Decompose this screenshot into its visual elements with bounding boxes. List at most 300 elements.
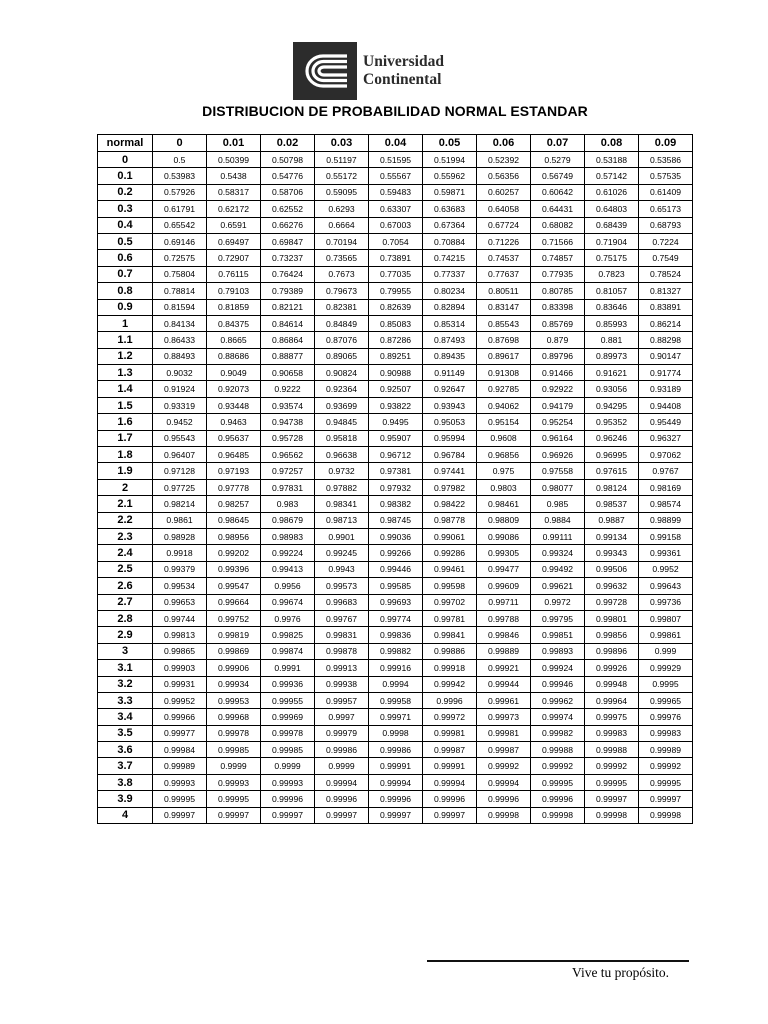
probability-cell: 0.9991	[261, 660, 315, 676]
footer-divider	[427, 960, 689, 962]
probability-cell: 0.61026	[585, 184, 639, 200]
probability-cell: 0.99134	[585, 528, 639, 544]
probability-cell: 0.99994	[315, 774, 369, 790]
probability-cell: 0.74215	[423, 250, 477, 266]
probability-cell: 0.55172	[315, 168, 369, 184]
probability-cell: 0.94295	[585, 397, 639, 413]
probability-cell: 0.99986	[315, 742, 369, 758]
probability-cell: 0.95254	[531, 414, 585, 430]
probability-cell: 0.9999	[315, 758, 369, 774]
probability-cell: 0.79389	[261, 283, 315, 299]
probability-cell: 0.9994	[369, 676, 423, 692]
probability-cell: 0.99343	[585, 545, 639, 561]
probability-cell: 0.99996	[423, 791, 477, 807]
probability-cell: 0.67724	[477, 217, 531, 233]
probability-cell: 0.99981	[477, 725, 531, 741]
z-value-cell: 0.5	[98, 233, 153, 249]
probability-cell: 0.64803	[585, 201, 639, 217]
probability-cell: 0.91621	[585, 365, 639, 381]
logo-line-1: Universidad	[363, 53, 444, 70]
probability-cell: 0.95907	[369, 430, 423, 446]
probability-cell: 0.68793	[639, 217, 693, 233]
probability-cell: 0.83646	[585, 299, 639, 315]
probability-cell: 0.99926	[585, 660, 639, 676]
probability-cell: 0.99305	[477, 545, 531, 561]
probability-cell: 0.88686	[207, 348, 261, 364]
probability-cell: 0.99882	[369, 643, 423, 659]
normal-distribution-table	[97, 134, 693, 824]
probability-cell: 0.99994	[477, 774, 531, 790]
probability-cell: 0.99985	[261, 742, 315, 758]
probability-cell: 0.57142	[585, 168, 639, 184]
probability-cell: 0.99683	[315, 594, 369, 610]
header-cell: 0.03	[315, 135, 369, 152]
probability-cell: 0.91774	[639, 365, 693, 381]
probability-cell: 0.98461	[477, 496, 531, 512]
z-value-cell: 0.9	[98, 299, 153, 315]
probability-cell: 0.51197	[315, 152, 369, 168]
probability-cell: 0.99286	[423, 545, 477, 561]
probability-cell: 0.99702	[423, 594, 477, 610]
z-value-cell: 1	[98, 315, 153, 331]
probability-cell: 0.98574	[639, 496, 693, 512]
probability-cell: 0.97441	[423, 463, 477, 479]
probability-cell: 0.99781	[423, 610, 477, 626]
z-value-cell: 0.2	[98, 184, 153, 200]
probability-cell: 0.86433	[153, 332, 207, 348]
probability-cell: 0.99202	[207, 545, 261, 561]
z-value-cell: 2.6	[98, 578, 153, 594]
probability-cell: 0.99929	[639, 660, 693, 676]
probability-cell: 0.97778	[207, 479, 261, 495]
probability-cell: 0.99934	[207, 676, 261, 692]
probability-cell: 0.99988	[585, 742, 639, 758]
probability-cell: 0.95818	[315, 430, 369, 446]
probability-cell: 0.98679	[261, 512, 315, 528]
probability-cell: 0.99266	[369, 545, 423, 561]
probability-cell: 0.99992	[531, 758, 585, 774]
table-row	[98, 512, 693, 528]
probability-cell: 0.74537	[477, 250, 531, 266]
header-cell: 0.04	[369, 135, 423, 152]
probability-cell: 0.67003	[369, 217, 423, 233]
probability-cell: 0.96562	[261, 447, 315, 463]
probability-cell: 0.60642	[531, 184, 585, 200]
probability-cell: 0.7673	[315, 266, 369, 282]
probability-cell: 0.99874	[261, 643, 315, 659]
probability-cell: 0.81859	[207, 299, 261, 315]
probability-cell: 0.70194	[315, 233, 369, 249]
probability-cell: 0.9996	[423, 692, 477, 708]
probability-cell: 0.75175	[585, 250, 639, 266]
table-row	[98, 725, 693, 741]
probability-cell: 0.82121	[261, 299, 315, 315]
probability-cell: 0.99986	[369, 742, 423, 758]
probability-cell: 0.97982	[423, 479, 477, 495]
logo-line-2: Continental	[363, 71, 442, 88]
probability-cell: 0.99361	[639, 545, 693, 561]
probability-cell: 0.97558	[531, 463, 585, 479]
probability-cell: 0.95053	[423, 414, 477, 430]
probability-cell: 0.99993	[261, 774, 315, 790]
probability-cell: 0.98928	[153, 528, 207, 544]
probability-cell: 0.99978	[207, 725, 261, 741]
probability-cell: 0.93056	[585, 381, 639, 397]
probability-cell: 0.98713	[315, 512, 369, 528]
probability-cell: 0.99903	[153, 660, 207, 676]
probability-cell: 0.90988	[369, 365, 423, 381]
probability-cell: 0.58317	[207, 184, 261, 200]
z-value-cell: 3.9	[98, 791, 153, 807]
probability-cell: 0.99993	[207, 774, 261, 790]
probability-cell: 0.77337	[423, 266, 477, 282]
probability-cell: 0.9861	[153, 512, 207, 528]
probability-cell: 0.65542	[153, 217, 207, 233]
probability-cell: 0.96784	[423, 447, 477, 463]
probability-cell: 0.94845	[315, 414, 369, 430]
probability-cell: 0.99988	[531, 742, 585, 758]
table-row	[98, 365, 693, 381]
probability-cell: 0.92364	[315, 381, 369, 397]
probability-cell: 0.99846	[477, 627, 531, 643]
probability-cell: 0.99974	[531, 709, 585, 725]
probability-cell: 0.99693	[369, 594, 423, 610]
probability-cell: 0.74857	[531, 250, 585, 266]
probability-cell: 0.99998	[639, 807, 693, 823]
probability-cell: 0.99396	[207, 561, 261, 577]
probability-cell: 0.76424	[261, 266, 315, 282]
table-row	[98, 463, 693, 479]
probability-cell: 0.99918	[423, 660, 477, 676]
probability-cell: 0.99856	[585, 627, 639, 643]
probability-cell: 0.99807	[639, 610, 693, 626]
table-row	[98, 283, 693, 299]
probability-cell: 0.98983	[261, 528, 315, 544]
probability-cell: 0.99379	[153, 561, 207, 577]
table-row	[98, 627, 693, 643]
header-cell-normal: normal	[98, 135, 153, 152]
probability-cell: 0.5438	[207, 168, 261, 184]
probability-cell: 0.99998	[477, 807, 531, 823]
probability-cell: 0.99991	[423, 758, 477, 774]
probability-cell: 0.50798	[261, 152, 315, 168]
probability-cell: 0.91149	[423, 365, 477, 381]
probability-cell: 0.8665	[207, 332, 261, 348]
probability-cell: 0.99991	[369, 758, 423, 774]
table-row	[98, 184, 693, 200]
probability-cell: 0.9943	[315, 561, 369, 577]
probability-cell: 0.53983	[153, 168, 207, 184]
probability-cell: 0.62172	[207, 201, 261, 217]
probability-cell: 0.95637	[207, 430, 261, 446]
probability-cell: 0.68439	[585, 217, 639, 233]
probability-cell: 0.99989	[639, 742, 693, 758]
probability-cell: 0.56749	[531, 168, 585, 184]
table-row	[98, 250, 693, 266]
probability-cell: 0.62552	[261, 201, 315, 217]
probability-cell: 0.71566	[531, 233, 585, 249]
probability-cell: 0.99813	[153, 627, 207, 643]
continental-c-logo-icon	[293, 42, 357, 100]
probability-cell: 0.99889	[477, 643, 531, 659]
probability-cell: 0.96327	[639, 430, 693, 446]
probability-cell: 0.93319	[153, 397, 207, 413]
probability-cell: 0.72907	[207, 250, 261, 266]
probability-cell: 0.9999	[261, 758, 315, 774]
table-row	[98, 643, 693, 659]
probability-cell: 0.99224	[261, 545, 315, 561]
probability-cell: 0.95728	[261, 430, 315, 446]
probability-cell: 0.99997	[153, 807, 207, 823]
probability-cell: 0.96164	[531, 430, 585, 446]
probability-cell: 0.83891	[639, 299, 693, 315]
probability-cell: 0.983	[261, 496, 315, 512]
probability-cell: 0.99952	[153, 692, 207, 708]
probability-cell: 0.99976	[639, 709, 693, 725]
probability-cell: 0.99957	[315, 692, 369, 708]
z-value-cell: 2.8	[98, 610, 153, 626]
probability-cell: 0.99158	[639, 528, 693, 544]
header-cell: 0.05	[423, 135, 477, 152]
probability-cell: 0.99886	[423, 643, 477, 659]
probability-cell: 0.99994	[423, 774, 477, 790]
probability-cell: 0.98257	[207, 496, 261, 512]
probability-cell: 0.99998	[531, 807, 585, 823]
probability-cell: 0.93574	[261, 397, 315, 413]
probability-cell: 0.9803	[477, 479, 531, 495]
probability-cell: 0.97615	[585, 463, 639, 479]
z-value-cell: 3.6	[98, 742, 153, 758]
probability-cell: 0.99953	[207, 692, 261, 708]
probability-cell: 0.87286	[369, 332, 423, 348]
probability-cell: 0.95449	[639, 414, 693, 430]
probability-cell: 0.9972	[531, 594, 585, 610]
probability-cell: 0.99728	[585, 594, 639, 610]
probability-cell: 0.99245	[315, 545, 369, 561]
probability-cell: 0.51994	[423, 152, 477, 168]
probability-cell: 0.98077	[531, 479, 585, 495]
probability-cell: 0.92507	[369, 381, 423, 397]
z-value-cell: 3.5	[98, 725, 153, 741]
table-row	[98, 479, 693, 495]
probability-cell: 0.73565	[315, 250, 369, 266]
probability-cell: 0.69847	[261, 233, 315, 249]
probability-cell: 0.80785	[531, 283, 585, 299]
probability-cell: 0.89796	[531, 348, 585, 364]
probability-cell: 0.97257	[261, 463, 315, 479]
z-value-cell: 3.2	[98, 676, 153, 692]
table-row	[98, 168, 693, 184]
probability-cell: 0.91466	[531, 365, 585, 381]
z-value-cell: 3.4	[98, 709, 153, 725]
probability-cell: 0.881	[585, 332, 639, 348]
table-row	[98, 578, 693, 594]
probability-cell: 0.99664	[207, 594, 261, 610]
probability-cell: 0.98899	[639, 512, 693, 528]
z-value-cell: 2.5	[98, 561, 153, 577]
probability-cell: 0.9956	[261, 578, 315, 594]
probability-cell: 0.99924	[531, 660, 585, 676]
probability-cell: 0.7054	[369, 233, 423, 249]
probability-cell: 0.99534	[153, 578, 207, 594]
z-value-cell: 2.9	[98, 627, 153, 643]
probability-cell: 0.86864	[261, 332, 315, 348]
probability-cell: 0.95994	[423, 430, 477, 446]
probability-cell: 0.99921	[477, 660, 531, 676]
probability-cell: 0.98809	[477, 512, 531, 528]
table-row	[98, 233, 693, 249]
table-row	[98, 266, 693, 282]
probability-cell: 0.73891	[369, 250, 423, 266]
probability-cell: 0.64058	[477, 201, 531, 217]
probability-cell: 0.88493	[153, 348, 207, 364]
probability-cell: 0.63307	[369, 201, 423, 217]
z-value-cell: 0.4	[98, 217, 153, 233]
probability-cell: 0.77637	[477, 266, 531, 282]
header-cell: 0.01	[207, 135, 261, 152]
probability-cell: 0.99995	[531, 774, 585, 790]
probability-cell: 0.99996	[531, 791, 585, 807]
probability-cell: 0.57535	[639, 168, 693, 184]
probability-cell: 0.59871	[423, 184, 477, 200]
probability-cell: 0.84134	[153, 315, 207, 331]
probability-cell: 0.99995	[639, 774, 693, 790]
probability-cell: 0.88298	[639, 332, 693, 348]
table-row	[98, 758, 693, 774]
probability-cell: 0.99944	[477, 676, 531, 692]
probability-cell: 0.99992	[585, 758, 639, 774]
probability-cell: 0.78524	[639, 266, 693, 282]
probability-cell: 0.99996	[477, 791, 531, 807]
probability-cell: 0.71226	[477, 233, 531, 249]
probability-cell: 0.97193	[207, 463, 261, 479]
z-value-cell: 3.7	[98, 758, 153, 774]
probability-cell: 0.69146	[153, 233, 207, 249]
probability-cell: 0.99819	[207, 627, 261, 643]
probability-cell: 0.99995	[153, 791, 207, 807]
probability-cell: 0.99996	[369, 791, 423, 807]
probability-cell: 0.99972	[423, 709, 477, 725]
probability-cell: 0.57926	[153, 184, 207, 200]
header-cell: 0.08	[585, 135, 639, 152]
probability-cell: 0.89973	[585, 348, 639, 364]
probability-cell: 0.93943	[423, 397, 477, 413]
probability-cell: 0.89435	[423, 348, 477, 364]
probability-cell: 0.96995	[585, 447, 639, 463]
probability-cell: 0.77035	[369, 266, 423, 282]
table-row	[98, 528, 693, 544]
probability-cell: 0.96926	[531, 447, 585, 463]
table-row	[98, 201, 693, 217]
probability-cell: 0.99979	[315, 725, 369, 741]
probability-cell: 0.99893	[531, 643, 585, 659]
probability-cell: 0.73237	[261, 250, 315, 266]
z-value-cell: 1.5	[98, 397, 153, 413]
probability-cell: 0.99752	[207, 610, 261, 626]
probability-cell: 0.99996	[261, 791, 315, 807]
table-row	[98, 381, 693, 397]
z-value-cell: 0.7	[98, 266, 153, 282]
probability-cell: 0.55962	[423, 168, 477, 184]
probability-cell: 0.9495	[369, 414, 423, 430]
probability-cell: 0.99997	[207, 807, 261, 823]
probability-cell: 0.96407	[153, 447, 207, 463]
probability-cell: 0.98778	[423, 512, 477, 528]
header-cell: 0	[153, 135, 207, 152]
probability-cell: 0.6664	[315, 217, 369, 233]
probability-cell: 0.99997	[261, 807, 315, 823]
probability-cell: 0.87076	[315, 332, 369, 348]
probability-cell: 0.99492	[531, 561, 585, 577]
probability-cell: 0.99736	[639, 594, 693, 610]
probability-cell: 0.9995	[639, 676, 693, 692]
probability-cell: 0.87698	[477, 332, 531, 348]
probability-cell: 0.9952	[639, 561, 693, 577]
probability-cell: 0.99413	[261, 561, 315, 577]
probability-cell: 0.7823	[585, 266, 639, 282]
probability-cell: 0.99916	[369, 660, 423, 676]
probability-cell: 0.93822	[369, 397, 423, 413]
probability-cell: 0.97062	[639, 447, 693, 463]
probability-cell: 0.95543	[153, 430, 207, 446]
probability-cell: 0.9608	[477, 430, 531, 446]
probability-cell: 0.96638	[315, 447, 369, 463]
table-row	[98, 791, 693, 807]
z-value-cell: 3.3	[98, 692, 153, 708]
z-value-cell: 1.7	[98, 430, 153, 446]
probability-cell: 0.89065	[315, 348, 369, 364]
table-row	[98, 152, 693, 168]
probability-cell: 0.98169	[639, 479, 693, 495]
probability-cell: 0.99936	[261, 676, 315, 692]
z-value-cell: 0.6	[98, 250, 153, 266]
probability-cell: 0.9049	[207, 365, 261, 381]
probability-cell: 0.59095	[315, 184, 369, 200]
probability-cell: 0.85083	[369, 315, 423, 331]
probability-cell: 0.99996	[315, 791, 369, 807]
probability-cell: 0.99841	[423, 627, 477, 643]
z-value-cell: 3.8	[98, 774, 153, 790]
probability-cell: 0.99997	[639, 791, 693, 807]
probability-cell: 0.99987	[423, 742, 477, 758]
probability-cell: 0.99621	[531, 578, 585, 594]
probability-cell: 0.64431	[531, 201, 585, 217]
z-value-cell: 0.1	[98, 168, 153, 184]
probability-cell: 0.99906	[207, 660, 261, 676]
z-value-cell: 2.4	[98, 545, 153, 561]
probability-cell: 0.6591	[207, 217, 261, 233]
table-row	[98, 545, 693, 561]
header-cell: 0.09	[639, 135, 693, 152]
table-row	[98, 676, 693, 692]
z-value-cell: 2.1	[98, 496, 153, 512]
probability-cell: 0.97831	[261, 479, 315, 495]
probability-cell: 0.99965	[639, 692, 693, 708]
probability-cell: 0.86214	[639, 315, 693, 331]
probability-cell: 0.99997	[423, 807, 477, 823]
probability-cell: 0.99973	[477, 709, 531, 725]
probability-cell: 0.99994	[369, 774, 423, 790]
probability-cell: 0.99653	[153, 594, 207, 610]
z-value-cell: 2.2	[98, 512, 153, 528]
probability-cell: 0.99477	[477, 561, 531, 577]
probability-cell: 0.99446	[369, 561, 423, 577]
probability-cell: 0.99825	[261, 627, 315, 643]
probability-cell: 0.9887	[585, 512, 639, 528]
table-body	[98, 152, 693, 824]
probability-cell: 0.91308	[477, 365, 531, 381]
probability-cell: 0.82639	[369, 299, 423, 315]
